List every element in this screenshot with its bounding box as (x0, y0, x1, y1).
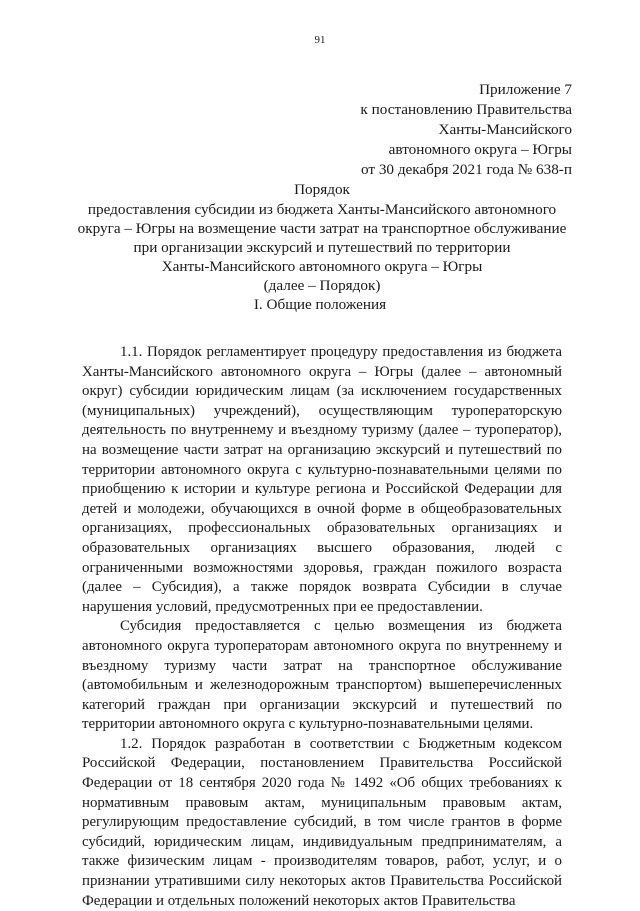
title-line: (далее – Порядок) (263, 277, 381, 294)
title-line: округа – Югры на возмещение части затрат на транспортное обслуживание (77, 220, 567, 237)
appendix-line: автономного округа – Югры (388, 141, 572, 158)
title-line: предоставления субсидии из бюджета Ханты-Мансийского автономного (87, 201, 557, 218)
appendix-line: к постановлению Правительства (360, 101, 572, 118)
paragraph: Субсидия предоставляется с целью возмещения из бюджета автономного округа туроператорам автономного округа по внутреннему и въездному туризму части затрат на транспортное обслуживание (автомобильным и железнодорожным транспортом) вышеперечисленных категорий граждан при организации экскурсий и путешествий по территории автономного округа с культурно-познавательными целями. (82, 618, 562, 733)
appendix-line: от 30 декабря 2021 года № 638-п (361, 161, 572, 178)
title-heading: Порядок (294, 181, 350, 198)
section-title: I. Общие положения (253, 296, 387, 313)
document-title (70, 180, 574, 295)
appendix-line: Ханты-Мансийского (438, 121, 572, 138)
appendix-line: Приложение 7 (479, 81, 572, 98)
title-line: при организации экскурсий и путешествий по территории (133, 239, 511, 256)
body-text (82, 343, 562, 911)
appendix-reference (360, 80, 572, 180)
paragraph: 1.2. Порядок разработан в соответствии с Бюджетным кодексом Российской Федерации, постановлением Правительства Российской Федерации от 18 сентября 2020 года № 1492 «Об общих требованиях к нормативным правовым актам, муниципальным правовым актам, регулирующим предоставление субсидий, в том числе грантов в форме субсидий, юридическим лицам, индивидуальным предпринимателям, а также физическим лицам - производителям товаров, работ, услуг, и о признании утратившими силу некоторых актов Правительства Российской Федерации и отдельных положений некоторых актов Правительства (82, 735, 562, 909)
paragraph: 1.1. Порядок регламентирует процедуру предоставления из бюджета Ханты-Мансийского автономного округа – Югры (далее – автономный округ) субсидии юридическим лицам (за исключением государственных (муниципальных) учреждений), осуществляющим туроператорскую деятельность по внутреннему и въездному туризму (далее – туроператор), на возмещение части затрат на организацию экскурсий и путешествий по территории автономного округа с культурно-познавательными целями по приобщению к истории и культуре региона и Российской Федерации для детей и молодежи, обучающихся в очной форме в общеобразовательных организациях, профессиональных образовательных организациях и образовательных организациях высшего образования, людей с ограниченными возможностями здоровья, граждан пожилого возраста (далее – Субсидия), а также порядок возврата Субсидии в случае нарушения условий, предусмотренных при ее предоставлении. (82, 344, 562, 615)
title-line: Ханты-Мансийского автономного округа – Югры (161, 258, 483, 275)
page-number: 91 (314, 34, 326, 46)
